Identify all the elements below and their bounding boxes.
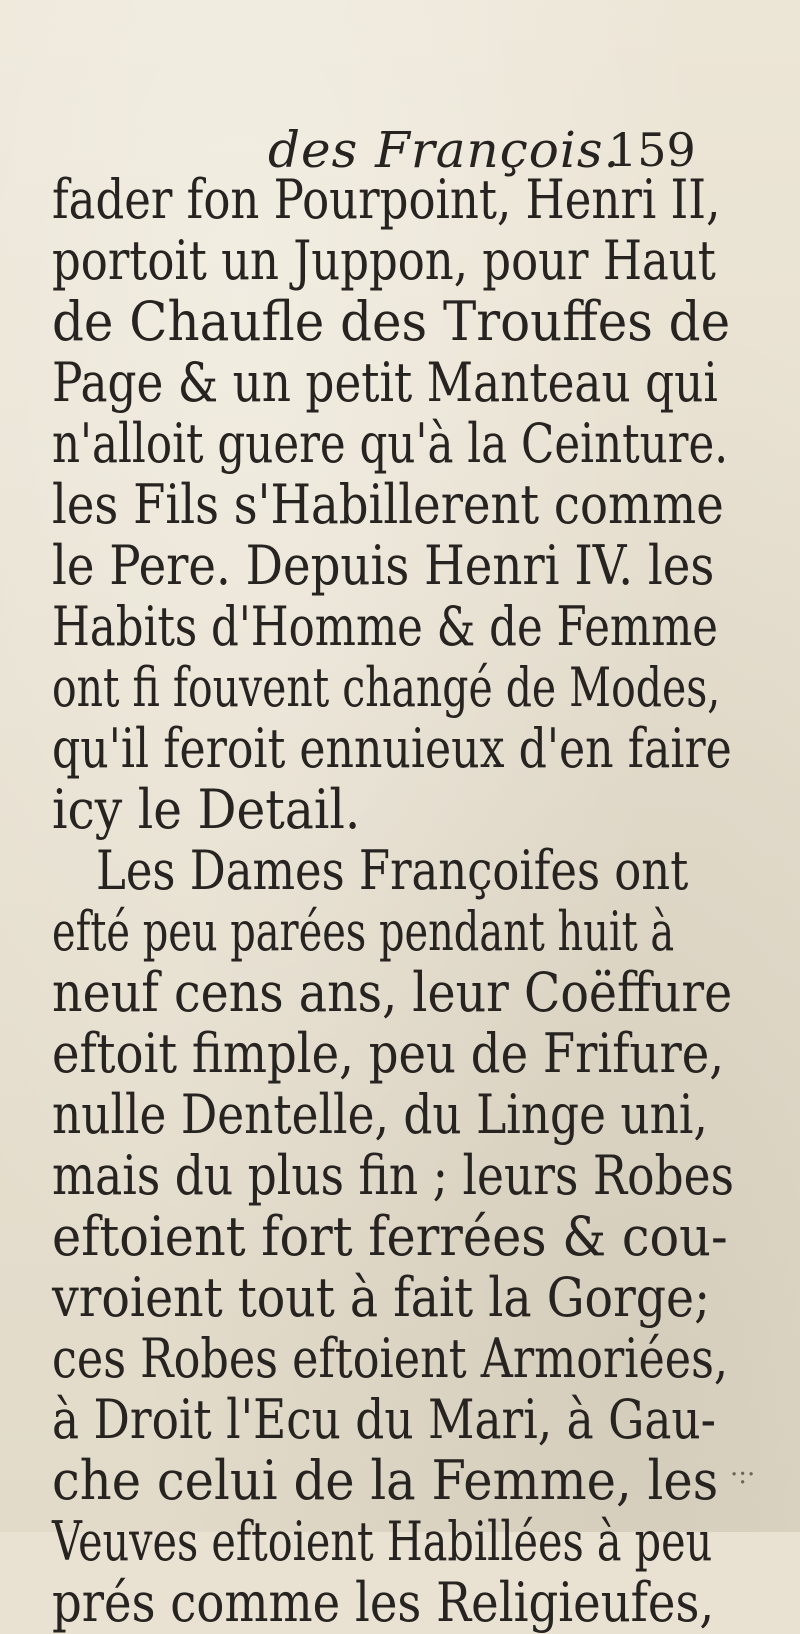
ink-speck-decoration: ·:· — [730, 1460, 756, 1490]
text-line: vroient tout à fait la Gorge; — [52, 1266, 711, 1329]
text-line: che celui de la Femme, les — [52, 1449, 719, 1512]
text-line: ces Robes eftoient Armoriées, — [52, 1327, 729, 1390]
text-line: de Chaufle des Trouffes de — [52, 290, 731, 353]
text-line: mais du plus fin ; leurs Robes — [52, 1144, 734, 1207]
page-number: 159 — [608, 123, 696, 177]
text-line: Les Dames Françoifes ont — [96, 839, 689, 902]
text-line: eftoient fort ferrées & cou- — [52, 1205, 728, 1268]
running-head: des François. — [268, 121, 621, 179]
text-line: efté peu parées pendant huit à — [52, 900, 675, 963]
text-line: n'alloit guere qu'à la Ceinture. — [52, 412, 729, 475]
text-line: icy le Detail. — [52, 778, 361, 841]
text-line: le Pere. Depuis Henri IV. les — [52, 534, 715, 597]
text-line: nulle Dentelle, du Linge uni, — [52, 1083, 708, 1146]
text-line: neuf cens ans, leur Coëffure — [52, 961, 733, 1024]
text-line: qu'il feroit ennuieux d'en faire — [52, 717, 732, 780]
text-line: eftoit fimple, peu de Frifure, — [52, 1022, 725, 1085]
text-line: fader fon Pourpoint, Henri II, — [52, 168, 721, 231]
text-line: Page & un petit Manteau qui — [52, 351, 718, 414]
text-line: portoit un Juppon, pour Haut — [52, 229, 716, 292]
text-line: ont fi fouvent changé de Modes, — [52, 656, 721, 719]
text-line: à Droit l'Ecu du Mari, à Gau- — [52, 1388, 716, 1451]
text-line: les Fils s'Habillerent comme — [52, 473, 724, 536]
text-line: prés comme les Religieufes, — [52, 1571, 715, 1634]
text-line: Veuves eftoient Habillées à peu — [52, 1510, 713, 1573]
text-line: Habits d'Homme & de Femme — [52, 595, 719, 658]
